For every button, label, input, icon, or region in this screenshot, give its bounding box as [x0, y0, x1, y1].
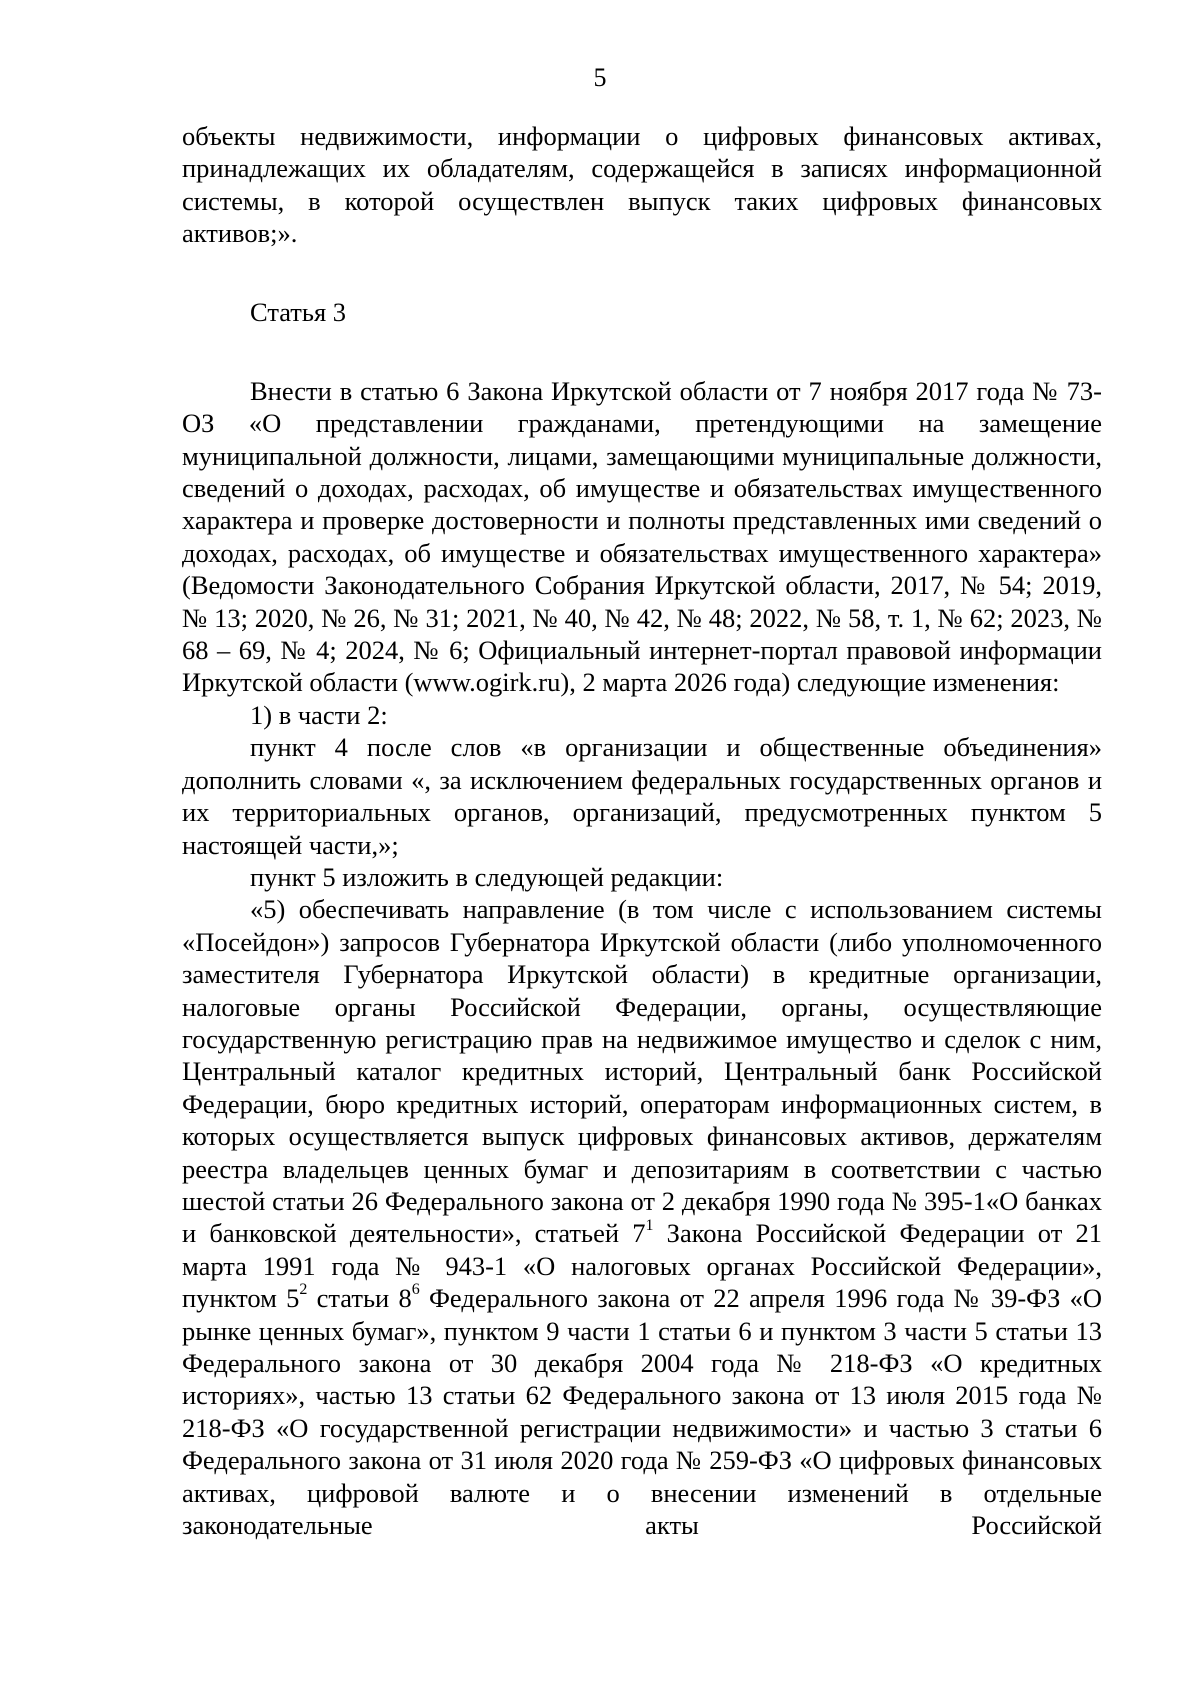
- superscript-3: 6: [411, 1281, 420, 1299]
- punkt-4-paragraph: пункт 4 после слов «в организации и общественные объединения» дополнить словами «, за исключением федеральных государственных органов и их территориальных органов, организаций, предусмотренных пунктом 5 настоящей части,»;: [182, 732, 1102, 860]
- continuation-paragraph: объекты недвижимости, информации о цифровых финансовых активах, принадлежащих их обладателям, содержащейся в записях информационной системы, в которой осуществлен выпуск таких цифровых финансовых активов;».: [182, 121, 1102, 249]
- spacer: [182, 250, 1102, 282]
- spacer: [182, 328, 1102, 360]
- quote-text-b: Закона Российской Федерации от 21 марта 1991 года № 943-1 «О налоговых органах Российской Федерации», пунктом 5: [182, 1218, 1102, 1314]
- page-number: 5: [593, 63, 607, 92]
- quote-text-a: «5) обеспечивать направление (в том числе с использованием системы «Посейдон») запросов Губернатора Иркутской области (либо уполномоченного заместителя Губернатора Иркутской области) в кредитные организации, налоговые органы Российской Федерации, органы, осуществляющие государственную регистрацию прав на недвижимое имущество и сделок с ним, Центральный каталог кредитных историй, Центральный банк Российской Федерации, бюро кредитных историй, операторам информационных систем, в которых осуществляется выпуск цифровых финансовых активов, держателям реестра владельцев ценных бумаг и депозитариям в соответствии с частью шестой статьи 26 Федерального закона от 2 декабря 1990 года № 395-1«О банках и банковской деятельности», статьей 7: [182, 894, 1102, 1249]
- superscript-1: 1: [645, 1216, 654, 1234]
- superscript-2: 2: [299, 1281, 308, 1299]
- intro-paragraph: Внести в статью 6 Закона Иркутской области от 7 ноября 2017 года № 73-ОЗ «О представлении гражданами, претендующими на замещение муниципальной должности, лицами, замещающими муниципальные должности, сведений о доходах, расходах, об имуществе и обязательствах имущественного характера и проверке достоверности и полноты представленных ими сведений о доходах, расходах, об имуществе и обязательствах имущественного характера» (Ведомости Законодательного Собрания Иркутской области, 2017, № 54; 2019, № 13; 2020, № 26, № 31; 2021, № 40, № 42, № 48; 2022, № 58, т. 1, № 62; 2023, № 68 – 69, № 4; 2024, № 6; Официальный интернет-портал правовой информации Иркутской области (www.ogirk.ru), 2 марта 2026 года) следующие изменения:: [182, 375, 1102, 698]
- spacer: [182, 361, 1102, 375]
- article-heading: Статья 3: [250, 297, 347, 328]
- document-body: [182, 120, 1102, 1541]
- spacer: [182, 282, 1102, 296]
- quote-text-d: Федерального закона от 22 апреля 1996 года № 39-ФЗ «О рынке ценных бумаг», пунктом 9 части 1 статьи 6 и пунктом 3 части 5 статьи 13 Федерального закона от 30 декабря 2004 года № 218-ФЗ «О кредитных историях», частью 13 статьи 62 Федерального закона от 13 июля 2015 года № 218-ФЗ «О государственной регистрации недвижимости» и частью 3 статьи 6 Федерального закона от 31 июля 2020 года № 259-ФЗ «О цифровых финансовых активах, цифровой валюте и о внесении изменений в отдельные законодательные акты Российской: [182, 1283, 1102, 1541]
- quoted-amendment-paragraph: [182, 893, 1102, 1541]
- item-1-paragraph: 1) в части 2:: [250, 699, 388, 730]
- quote-text-c: статьи 8: [307, 1283, 412, 1314]
- punkt-5-paragraph: пункт 5 изложить в следующей редакции:: [250, 861, 724, 892]
